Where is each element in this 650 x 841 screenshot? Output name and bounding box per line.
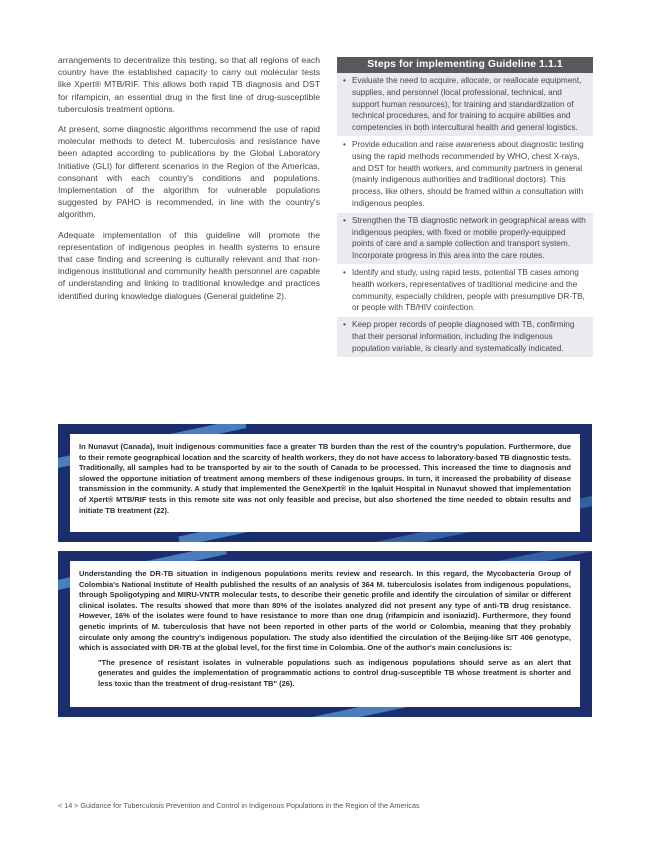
case-panel: [70, 434, 580, 532]
steps-title: Steps for implementing Guideline 1.1.1: [337, 57, 593, 73]
case-text: In Nunavut (Canada), Inuit indigenous communities face a greater TB burden than the rest of the country's population. Furthermore, due to their remote geographical location and the scarcity of health workers, they do not have access to laboratory-based TB diagnostic tests. Traditionally, all samples had to be transported by air to the south of Canada to be processed. This increased the time to diagnosis and slowed the opportune initiation of treatment among members of these indigenous groups. In turn, it increased the probability of disease transmission in the community. A study that implemented the GeneXpert® in the Iqaluit Hospital in Nunavut showed that implementation of Xpert® MTB/RIF tests in this remote site was not only feasible and precise, but also shortened the time needed to obtain results and initiate TB treatment (22).: [79, 442, 571, 515]
case-box-nunavut: [58, 424, 592, 542]
step-item: [337, 73, 593, 137]
step-item: [337, 265, 593, 317]
body-paragraph: arrangements to decentralize this testing, so that all regions of each country have the established capacity to carry out molecular tests like Xpert® MTB/RIF. This allows both rapid TB diagnosis and DST for rifampicin, an essential drug in the first line of drug-susceptible tuberculosis treatment options.: [58, 55, 320, 114]
step-item: [337, 137, 593, 213]
step-text: Evaluate the need to acquire, allocate, or reallocate equipment, supplies, and personnel (local professional, technical, and support human resources), for training and standardization of technical procedures, and for training to acquire abilities and competencies in both intercultural health and general logistics.: [352, 76, 582, 133]
step-item: [337, 213, 593, 265]
step-text: Identify and study, using rapid tests, potential TB cases among health workers, representatives of traditional medicine and the community, especially children, people with presumptive DR-TB, or people with TB/HIV coinfection.: [352, 267, 585, 313]
step-text: Strengthen the TB diagnostic network in geographical areas with indigenous peoples, with fixed or mobile properly-equipped points of care and a sample collection and transport system. Incorporate progress in this area into the care routes.: [352, 215, 586, 261]
case-box-colombia: [58, 551, 592, 717]
page-footer: < 14 > Guidance for Tuberculosis Prevention and Control in Indigenous Populations in the Region of the Americas: [58, 801, 420, 810]
step-text: Keep proper records of people diagnosed with TB, confirming that their personal information, including the indigenous population variable, is clearly and systematically indicated.: [352, 320, 575, 353]
bullet-icon: •: [343, 320, 346, 330]
bullet-icon: •: [343, 267, 346, 277]
case-text: Understanding the DR-TB situation in indigenous populations merits review and research. In this regard, the Mycobacteria Group of Colombia's National Institute of Health published the results of an analysis of 364 M. tuberculosis isolates from indigenous populations, through Spoligotyping and MIRU-VNTR molecular tests, to describe their genetic profile and identify the circulation of similar or different clinical isolates. The results showed that more than 80% of the isolates analyzed did not present any type of anti-TB drug resistance. However, 16% of the isolates were found to have resistance to more than one drug (rifampicin and isoniazid). Furthermore, they found genetic imprints of M. tuberculosis that have not been reported in other parts of the world or Colombia, meaning that they probably circulate only among the country's indigenous population. The study also identified the circulation of the Beijing-like SIT 406 genotype, which is associated with DR-TB at the global level, for the first time in Colombia. One of the author's main conclusions is:: [79, 569, 571, 653]
bullet-icon: •: [343, 215, 346, 225]
steps-list: [337, 73, 593, 358]
step-item: [337, 317, 593, 357]
steps-box: [337, 57, 593, 358]
body-paragraph: Adequate implementation of this guideline will promote the representation of indigenous peoples in health systems to ensure that case finding and screening is culturally relevant and that non-indigenous institutional and community health personnel are capable of understanding and linking to traditional knowledge and practices identified during knowledge dialogues (General guideline 2).: [58, 229, 320, 301]
case-panel: [70, 561, 580, 707]
step-text: Provide education and raise awareness about diagnostic testing using the rapid methods recommended by WHO, chest X-rays, and DST for health workers, and community partners in general (mainly indigenous authorities and traditional doctors). This process, like others, should be framed within a consultation with indigenous peoples.: [352, 139, 584, 208]
case-quote: "The presence of resistant isolates in vulnerable populations such as indigenous populations should serve as an alert that generates and guides the implementation of programmatic actions to control drug-susceptible TB whose treatment is shorter and less toxic than the treatment of drug-resistant TB" (26).: [98, 657, 571, 688]
bullet-icon: •: [343, 139, 346, 149]
left-column: [58, 54, 320, 310]
body-paragraph: At present, some diagnostic algorithms recommend the use of rapid molecular methods to detect M. tuberculosis and resistance have been adapted according to publications by the Global Laboratory Initiative (GLI) for different scenarios in the Region of the Americas, consonant with each country's conditions and populations. Implementation of the algorithm for vulnerable populations suggested by PAHO is recommended, in line with the country's algorithm.: [58, 124, 320, 220]
bullet-icon: •: [343, 76, 346, 85]
